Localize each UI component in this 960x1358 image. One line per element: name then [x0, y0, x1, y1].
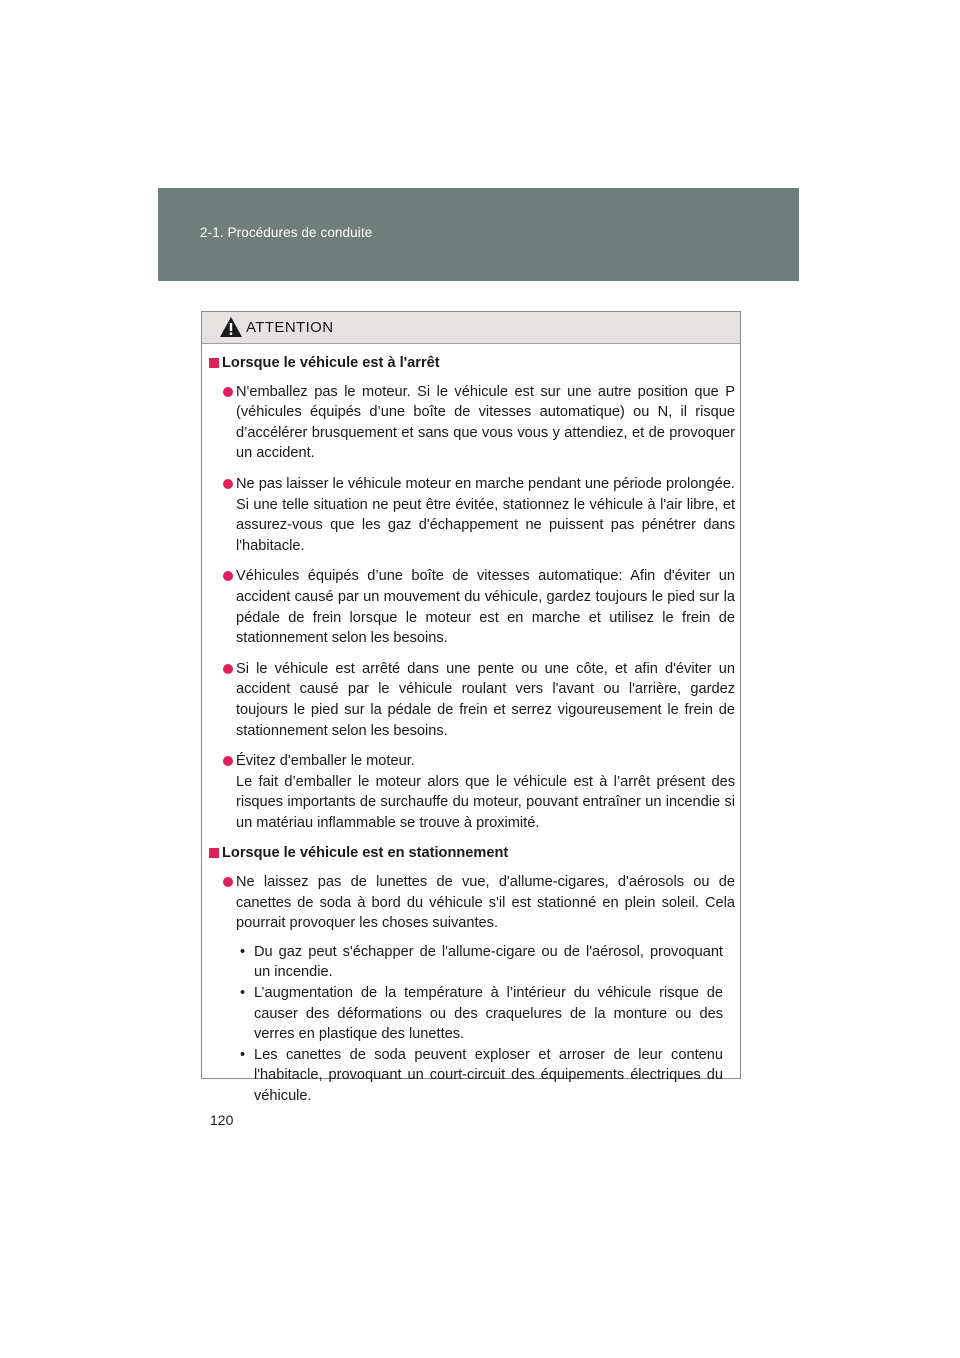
sub-list-item: • Les canettes de soda peuvent exploser et arroser de leur contenu l'habitacle, provoquant un court-circuit des équipements électriques du véhicule.: [240, 1046, 723, 1104]
list-item: N'emballez pas le moteur. Si le véhicule est sur une autre position que P (véhicules équipés d’une boîte de vitesses automatique) ou N, il risque d’accélérer brusquement et sans que vous vous y attendiez, et de provoquer un accident.: [223, 382, 735, 464]
attention-title: ATTENTION: [246, 319, 334, 336]
square-bullet-icon: [209, 848, 219, 858]
list-item: Ne pas laisser le véhicule moteur en marche pendant une période prolongée. Si une telle situation ne peut être évitée, stationnez le véhicule à l'air libre, et assurez-vous que les gaz d'échappement ne puissent pas pénétrer dans l'habitacle.: [223, 474, 735, 556]
section-heading: Lorsque le véhicule est à l'arrêt: [209, 353, 735, 374]
page-number: 120: [210, 1112, 234, 1128]
square-bullet-icon: [209, 358, 219, 368]
sub-list: [240, 942, 735, 1107]
attention-content: [202, 344, 740, 1107]
round-bullet-icon: [223, 877, 233, 887]
round-bullet-icon: [223, 387, 233, 397]
round-bullet-icon: [223, 664, 233, 674]
attention-box: [201, 311, 741, 1104]
sub-list-item: • Du gaz peut s'échapper de l'allume-cigare ou de l'aérosol, provoquant un incendie.: [240, 943, 723, 981]
section-header-band: [158, 188, 799, 281]
list-item: Véhicules équipés d’une boîte de vitesses automatique: Afin d'éviter un accident causé par un mouvement du véhicule, gardez toujours le pied sur la pédale de frein lorsque le moteur est en marche et utilisez le frein de stationnement selon les besoins.: [223, 566, 735, 648]
warning-triangle-icon: [219, 316, 243, 338]
attention-header: [202, 312, 740, 344]
round-bullet-icon: [223, 479, 233, 489]
list-item: Si le véhicule est arrêté dans une pente ou une côte, et afin d'éviter un accident causé par le véhicule roulant vers l'avant ou l'arrière, gardez toujours le pied sur la pédale de frein et serrez vigoureusement le frein de stationnement selon les besoins.: [223, 659, 735, 741]
section-title: 2-1. Procédures de conduite: [200, 225, 373, 240]
round-bullet-icon: [223, 756, 233, 766]
list-item: Évitez d'emballer le moteur. Le fait d’emballer le moteur alors que le véhicule est à l’arrêt présent des risques importants de surchauffe du moteur, pouvant entraîner un incendie si un matériau inflammable se trouve à proximité.: [223, 751, 735, 833]
round-bullet-icon: [223, 571, 233, 581]
section-heading: Lorsque le véhicule est en stationnement: [209, 843, 735, 864]
list-item: Ne laissez pas de lunettes de vue, d'allume-cigares, d'aérosols ou de canettes de soda à bord du véhicule s'il est stationné en plein soleil. Cela pourrait provoquer les choses suivantes.: [223, 872, 735, 934]
sub-list-item: • L’augmentation de la température à l’intérieur du véhicule risque de causer des déformations ou des craquelures de la monture ou des verres en plastique des lunettes.: [240, 985, 723, 1043]
